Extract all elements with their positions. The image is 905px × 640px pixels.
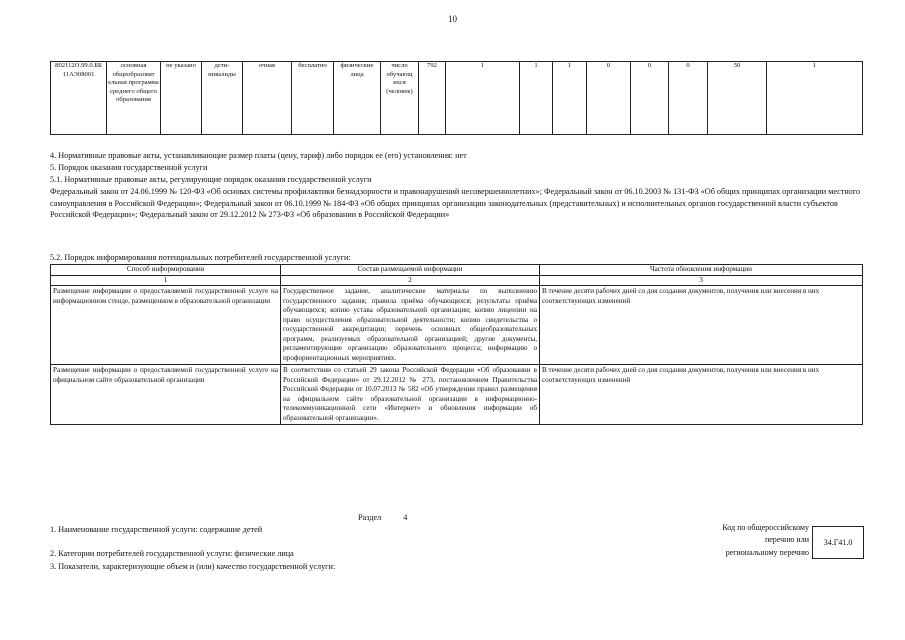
registry-value: 1 — [553, 62, 587, 135]
laws-paragraph: Федеральный закон от 24.06.1999 № 120-ФЗ «Об основах системы профилактики безнадзорности и правонарушений несовершеннолетних»; Федеральный закон от 06.10.2003 № 131-ФЗ «Об общих принципах организации местного самоуправления в Российской Федерации»; Федеральный закон от 06.10.1999 № 184-ФЗ «Об общих принципах организации законодательных (представительных) и исполнительных органов государственной власти субъектов Российской Федерации»; Федеральный закон от 29.12.2012 № 273-ФЗ «Об образовании в Российской Федерации» — [50, 187, 861, 220]
registry-standard: не указано — [161, 62, 202, 135]
registry-value: 0 — [631, 62, 669, 135]
col-header-frequency: Частота обновления информации — [540, 265, 863, 276]
registry-okei: 792 — [419, 62, 446, 135]
classifier-label-line: Код по общероссийскому — [722, 523, 809, 532]
registry-value: 1 — [520, 62, 553, 135]
col-header-method: Способ информирования — [51, 265, 281, 276]
page-number: 10 — [448, 14, 457, 24]
col-number: 3 — [540, 275, 863, 286]
service-name: 1. Наименование государственной услуги: содержание детей — [50, 525, 263, 534]
registry-value: 1 — [767, 62, 863, 135]
info-content: Государственное задание, аналитические материалы по выполнению государственного задания; правила приёма обучающихся; результаты приёма обучающихся; копию устава образовательной организации; копию лицензии на право осуществления образовательной деятельности; копию свидетельства о государственной аккредитации; перечень основных общеобразовательных программ, реализуемых образовательной организацией; другие документы, регламентирующие организацию образовательного процесса; информацию о профориентационных мероприятиях. — [281, 286, 540, 365]
col-header-content: Состав размещаемой информации — [281, 265, 540, 276]
registry-consumer: физические лица — [334, 62, 381, 135]
item-5-procedure: 5. Порядок оказания государственной услуги — [50, 163, 208, 172]
table-row — [51, 286, 863, 365]
item-5-2-informing: 5.2. Порядок информирования потенциальных потребителей государственной услуги: — [50, 253, 351, 262]
col-number: 2 — [281, 275, 540, 286]
registry-program: основная общеобразоват ельная программа среднего общего образования — [107, 62, 161, 135]
indicators-heading: 3. Показатели, характеризующие объем и (или) качество государственной услуги: — [50, 562, 336, 571]
section-heading — [358, 512, 407, 524]
info-table — [50, 264, 863, 425]
classifier-code: 34.Г41.0 — [812, 526, 864, 559]
classifier-label-line: перечню или — [764, 535, 809, 545]
section-number: 4 — [403, 513, 408, 522]
registry-payment: бесплатно — [292, 62, 334, 135]
registry-category: дети-инвалиды — [202, 62, 243, 135]
item-4-fees: 4. Нормативные правовые акты, устанавливающие размер платы (цену, тариф) либо порядок ее (его) установления: нет — [50, 151, 467, 160]
registry-table — [50, 61, 863, 135]
registry-row — [51, 62, 863, 135]
table-row — [51, 365, 863, 425]
info-frequency: В течение десяти рабочих дней со дня создания документов, получения или внесения в них соответствующих изменений — [540, 365, 863, 425]
section-label: Раздел — [358, 513, 382, 522]
info-table-header — [51, 265, 863, 276]
info-method: Размещение информации о предоставляемой государственной услуге на информационном стенде, размещенном в образовательной организации — [51, 286, 281, 365]
consumer-category: 2. Категории потребителей государственной услуги: физические лица — [50, 549, 294, 558]
classifier-label — [722, 522, 809, 559]
registry-value: 50 — [708, 62, 767, 135]
registry-value: 0 — [587, 62, 631, 135]
info-content: В соответствии со статьей 29 закона Российской Федерации «Об образовании в Российской Федерации» от 29.12.2012 № 273, постановлением Правительства Российской Федерации от 10.07.2013 № 582 «Об утверждении правил размещения на официальном сайте образовательной организации в информационно-телекоммуникационной сети «Интернет» и обновления информации об образовательной организации». — [281, 365, 540, 425]
info-frequency: В течение десяти рабочих дней со дня создания документов, получения или внесения в них соответствующих изменений — [540, 286, 863, 365]
classifier-label-line: региональному перечню — [725, 547, 809, 557]
registry-code: 802112О.99.0.ББ 11АЭ08001 — [51, 62, 107, 135]
item-5-1-acts: 5.1. Нормативные правовые акты, регулирующие порядок оказания государственной услуги — [50, 175, 372, 184]
info-method: Размещение информации о предоставляемой государственной услуге на официальном сайте образовательной организации — [51, 365, 281, 425]
col-number: 1 — [51, 275, 281, 286]
registry-indicator: число обучающ ихся (человек) — [381, 62, 419, 135]
registry-form: очная — [243, 62, 292, 135]
registry-value: 0 — [669, 62, 708, 135]
registry-value: 1 — [446, 62, 520, 135]
info-table-numbers — [51, 275, 863, 286]
